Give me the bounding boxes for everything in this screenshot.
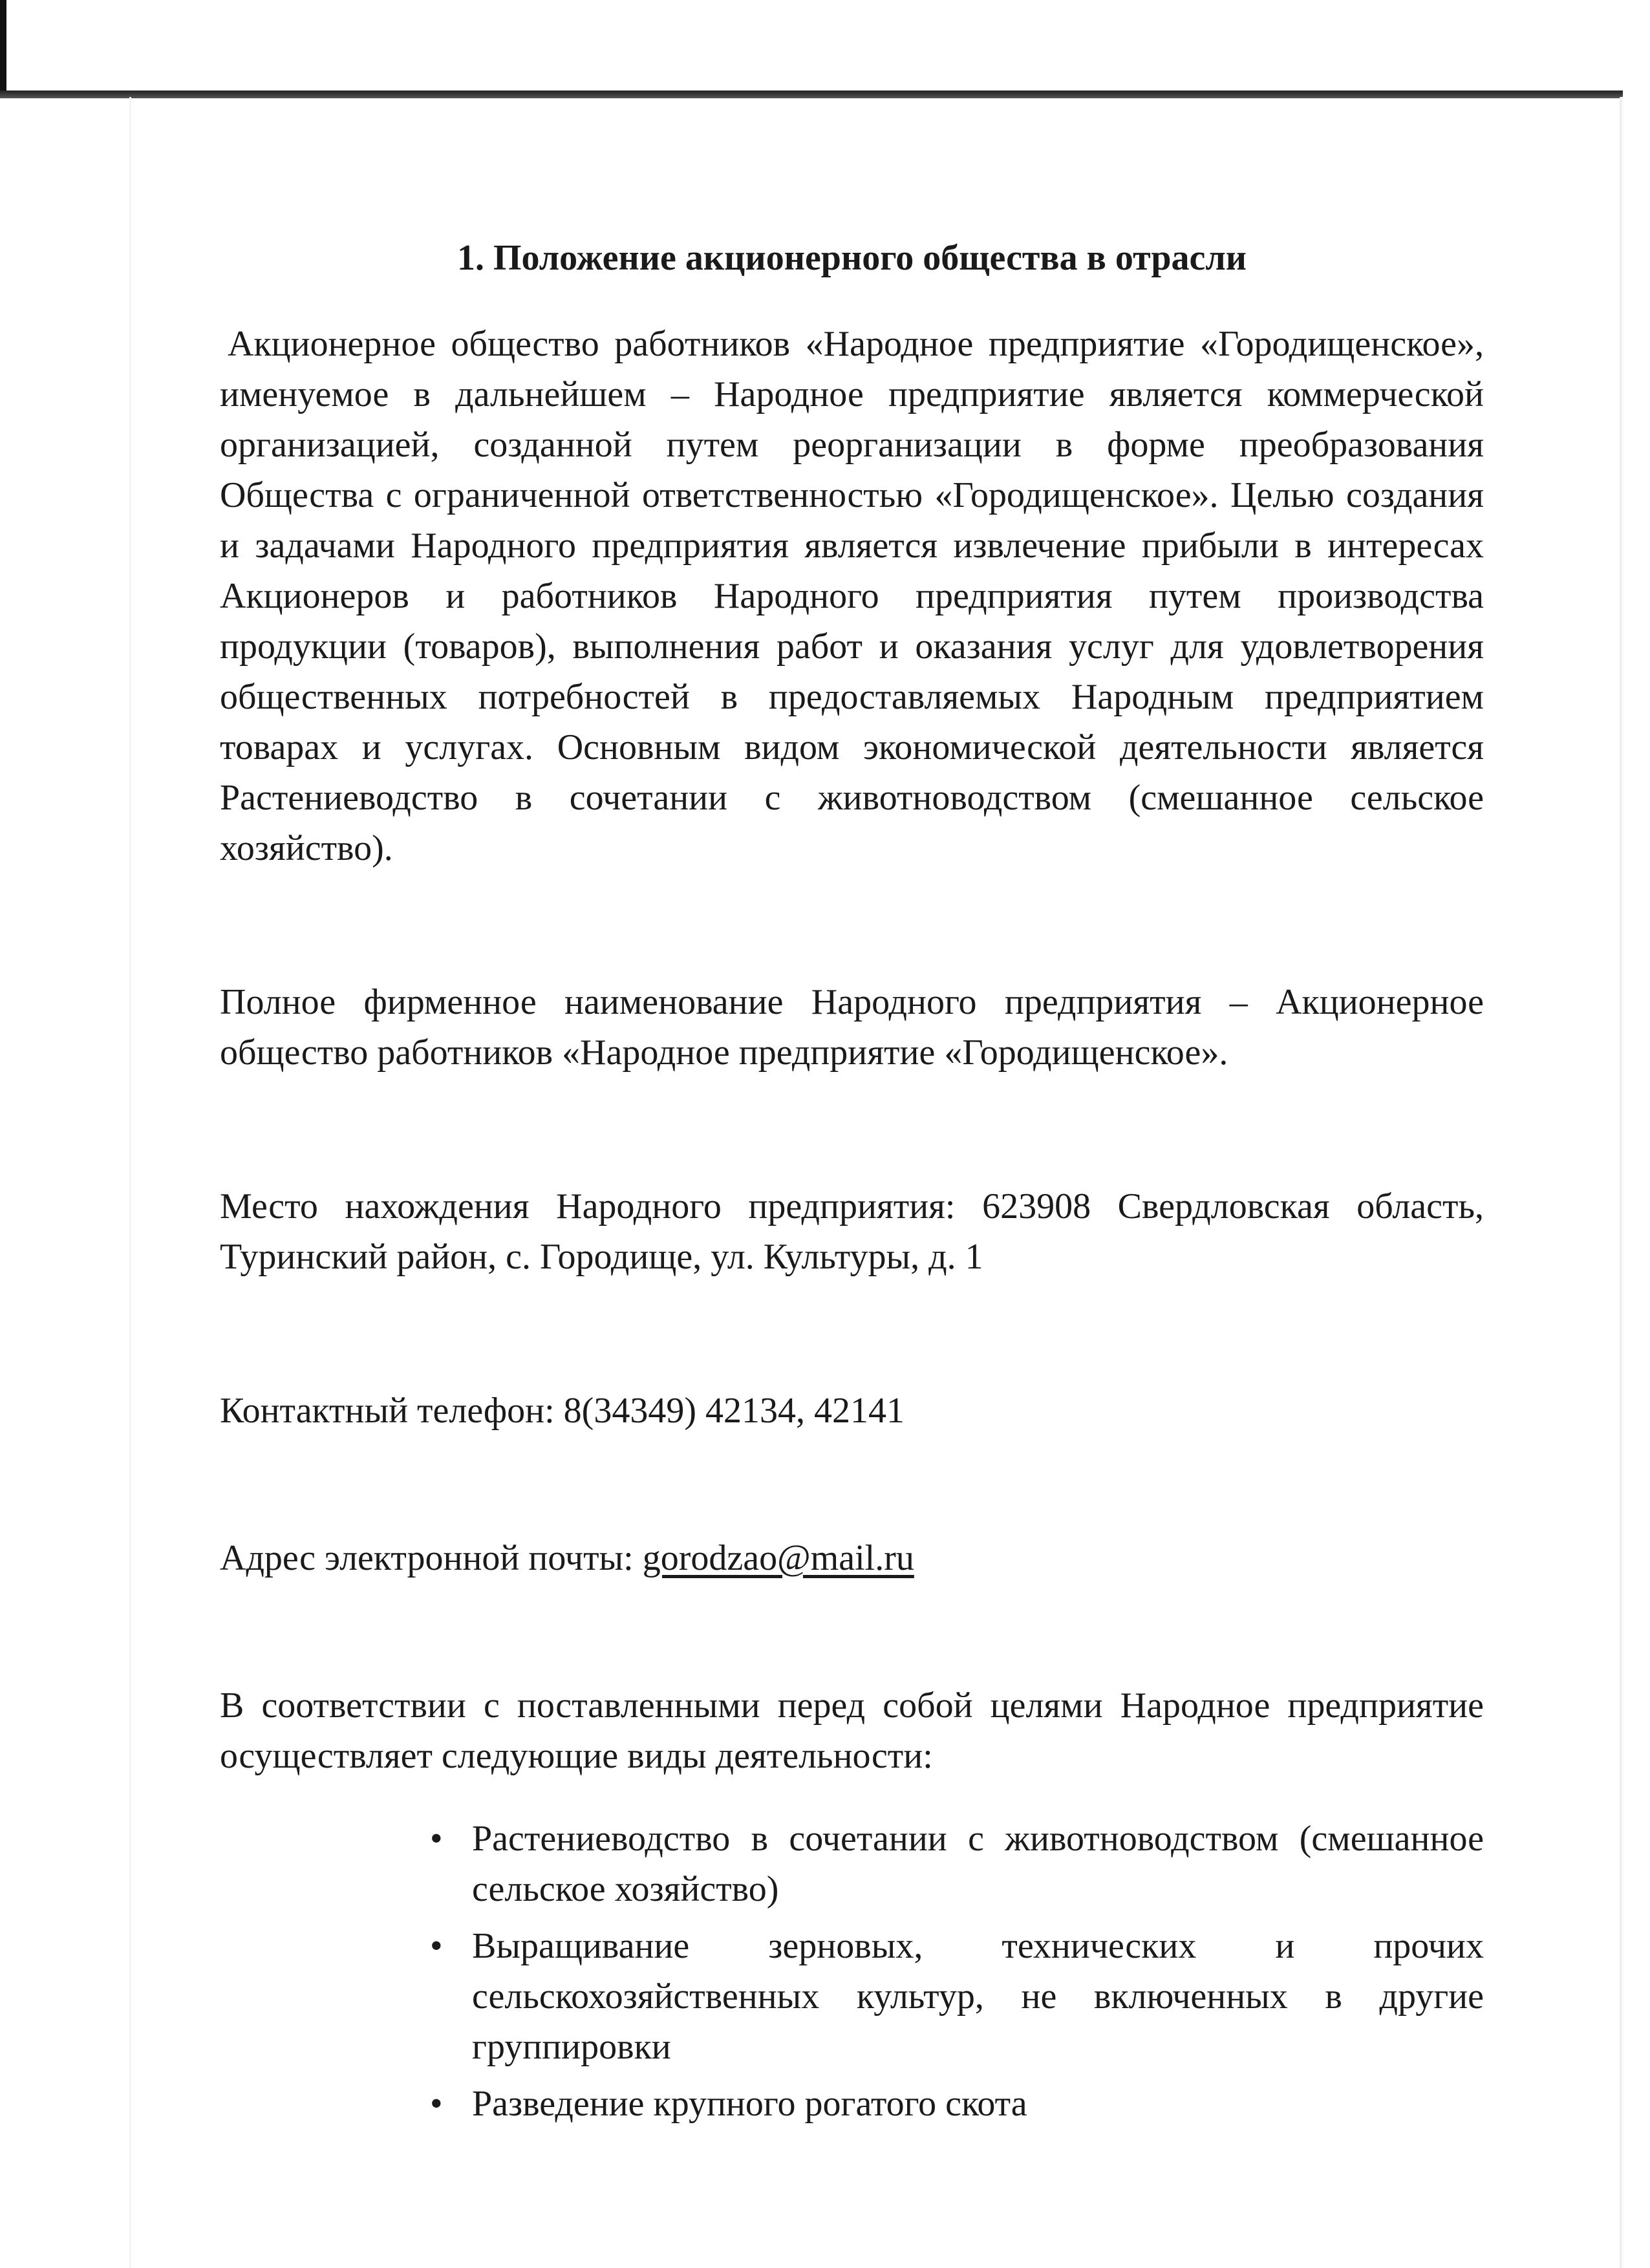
activities-intro-paragraph: В соответствии с поставленными перед собой целями Народное предприятие осуществляет следующие виды деятельности: <box>220 1685 1484 1776</box>
full-name-paragraph: Полное фирменное наименование Народного предприятия – Акционерное общество работников «Народное предприятие «Городищенское». <box>220 982 1484 1073</box>
bullet-icon: • <box>430 1926 443 1966</box>
section-heading: 1. Положение акционерного общества в отрасли <box>456 238 1247 278</box>
document-page <box>220 233 1484 2135</box>
phone-paragraph: Контактный телефон: 8(34349) 42134, 42141 <box>220 1391 905 1431</box>
list-item-text: Разведение крупного рогатого скота <box>472 2084 1027 2124</box>
spacer <box>220 1078 1484 1181</box>
activities-list <box>220 1813 1484 2129</box>
email-link[interactable]: gorodzao@mail.ru <box>642 1538 914 1578</box>
list-item-text: Растениеводство в сочетании с животноводством (смешанное сельское хозяйство) <box>472 1819 1484 1909</box>
bullet-icon: • <box>430 2084 443 2124</box>
intro-paragraph: Акционерное общество работников «Народное предприятие «Городищенское», именуемое в дальнейшем – Народное предприятие является коммерческой организацией, созданной путем реорганизации в форме преобразования Общества с ограниченной ответственностью «Городищенское». Целью создания и задачами Народного предприятия является извлечение прибыли в интересах Акционеров и работников Народного предприятия путем производства продукции (товаров), выполнения работ и оказания услуг для удовлетворения общественных потребностей в предоставляемых Народным предприятием товарах и услугах. Основным видом экономической деятельности является Растениеводство в сочетании с животноводством (смешанное сельское хозяйство). <box>220 324 1484 868</box>
list-item <box>430 1921 1484 2072</box>
scan-top-edge <box>0 91 1623 98</box>
spacer <box>220 1282 1484 1385</box>
list-item <box>430 1813 1484 1914</box>
scan-top-area <box>0 0 1650 97</box>
list-item-text: Выращивание зерновых, технических и прочих сельскохозяйственных культур, не включенных в другие группировки <box>472 1926 1484 2067</box>
email-paragraph <box>220 1533 1484 1583</box>
scan-left-shadow <box>129 97 131 2268</box>
spacer <box>220 1436 1484 1533</box>
bullet-icon: • <box>430 1819 443 1859</box>
location-paragraph: Место нахождения Народного предприятия: 623908 Свердловская область, Туринский район, с. Городище, ул. Культуры, д. 1 <box>220 1186 1484 1277</box>
email-label: Адрес электронной почты: <box>220 1538 643 1578</box>
spacer <box>220 1583 1484 1680</box>
spacer <box>220 873 1484 977</box>
scan-left-edge <box>0 0 6 91</box>
list-item <box>430 2079 1484 2129</box>
scan-right-shadow <box>1620 97 1623 2268</box>
